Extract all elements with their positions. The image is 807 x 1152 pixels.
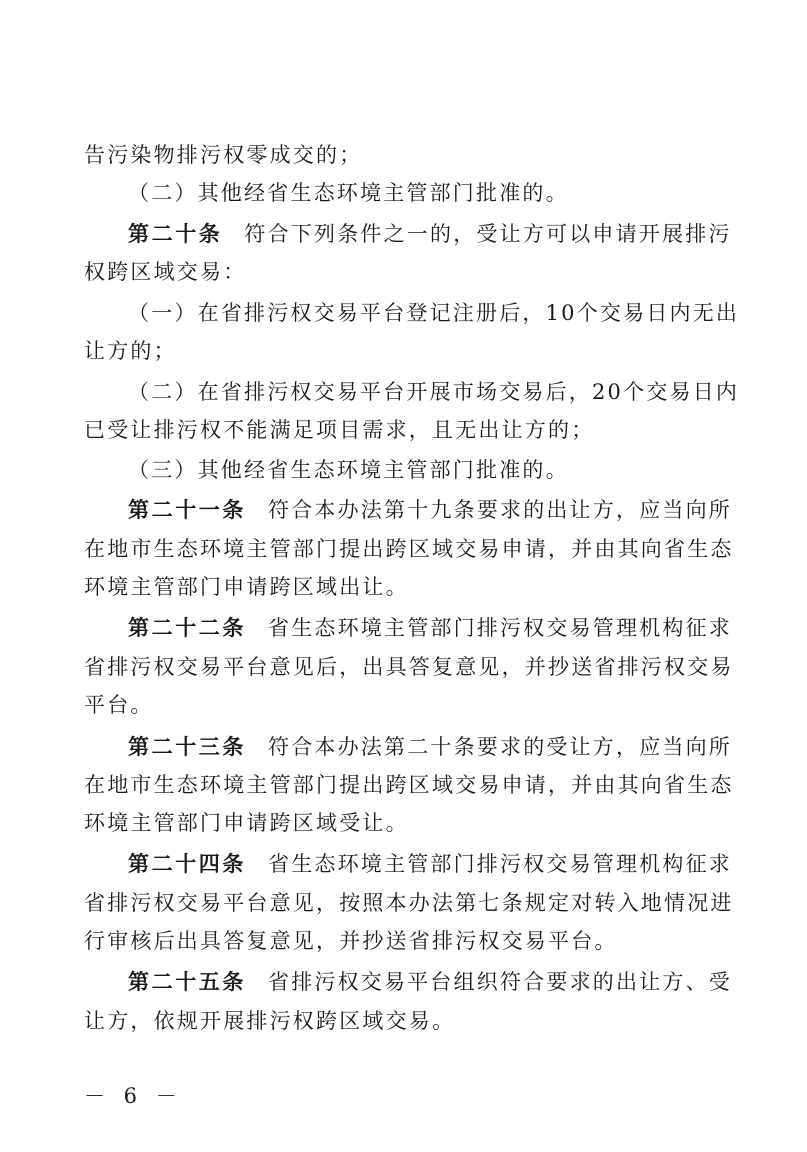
- body-line: 让方的；: [84, 339, 177, 363]
- body-line: 已受让排污权不能满足项目需求，且无出让方的；: [84, 418, 595, 442]
- article-line: 第二十四条 省生态环境主管部门排污权交易管理机构征求: [128, 852, 732, 876]
- body-line: 环境主管部门申请跨区域出让。: [84, 575, 409, 599]
- body-line: 省排污权交易平台意见，按照本办法第七条规定对转入地情况进: [84, 891, 734, 915]
- article-line: 第二十五条 省排污权交易平台组织符合要求的出让方、受: [128, 970, 732, 994]
- body-line: （一）在省排污权交易平台登记注册后，10个交易日内无出: [128, 301, 740, 325]
- article-heading: 第二十五条: [128, 970, 246, 994]
- article-heading: 第二十条: [128, 222, 223, 246]
- article-heading: 第二十三条: [128, 735, 246, 759]
- body-line: （二）在省排污权交易平台开展市场交易后，20个交易日内: [128, 380, 740, 404]
- article-line: 第二十一条 符合本办法第十九条要求的出让方，应当向所: [128, 498, 732, 522]
- body-line: （三）其他经省生态环境主管部门批准的。: [128, 458, 569, 482]
- body-line: 在地市生态环境主管部门提出跨区域交易申请，并由其向省生态: [84, 537, 734, 561]
- article-heading: 第二十二条: [128, 616, 246, 640]
- body-line: 让方，依规开展排污权跨区域交易。: [84, 1009, 456, 1033]
- article-line: 第二十二条 省生态环境主管部门排污权交易管理机构征求: [128, 616, 732, 640]
- body-line: 行审核后出具答复意见，并抄送省排污权交易平台。: [84, 929, 618, 953]
- body-line: 平台。: [84, 693, 154, 717]
- article-heading: 第二十一条: [128, 498, 246, 522]
- article-line: 第二十条 符合下列条件之一的，受让方可以申请开展排污: [128, 222, 732, 246]
- article-heading: 第二十四条: [128, 852, 246, 876]
- body-line: 告污染物排污权零成交的；: [84, 143, 363, 167]
- body-line: 环境主管部门申请跨区域受让。: [84, 811, 409, 835]
- page-number: － 6 －: [84, 1084, 183, 1108]
- body-line: 省排污权交易平台意见后，出具答复意见，并抄送省排污权交易: [84, 655, 734, 679]
- body-line: 权跨区域交易：: [84, 260, 247, 284]
- body-line: 在地市生态环境主管部门提出跨区域交易申请，并由其向省生态: [84, 773, 734, 797]
- article-line: 第二十三条 符合本办法第二十条要求的受让方，应当向所: [128, 735, 732, 759]
- body-line: （二）其他经省生态环境主管部门批准的。: [128, 181, 569, 205]
